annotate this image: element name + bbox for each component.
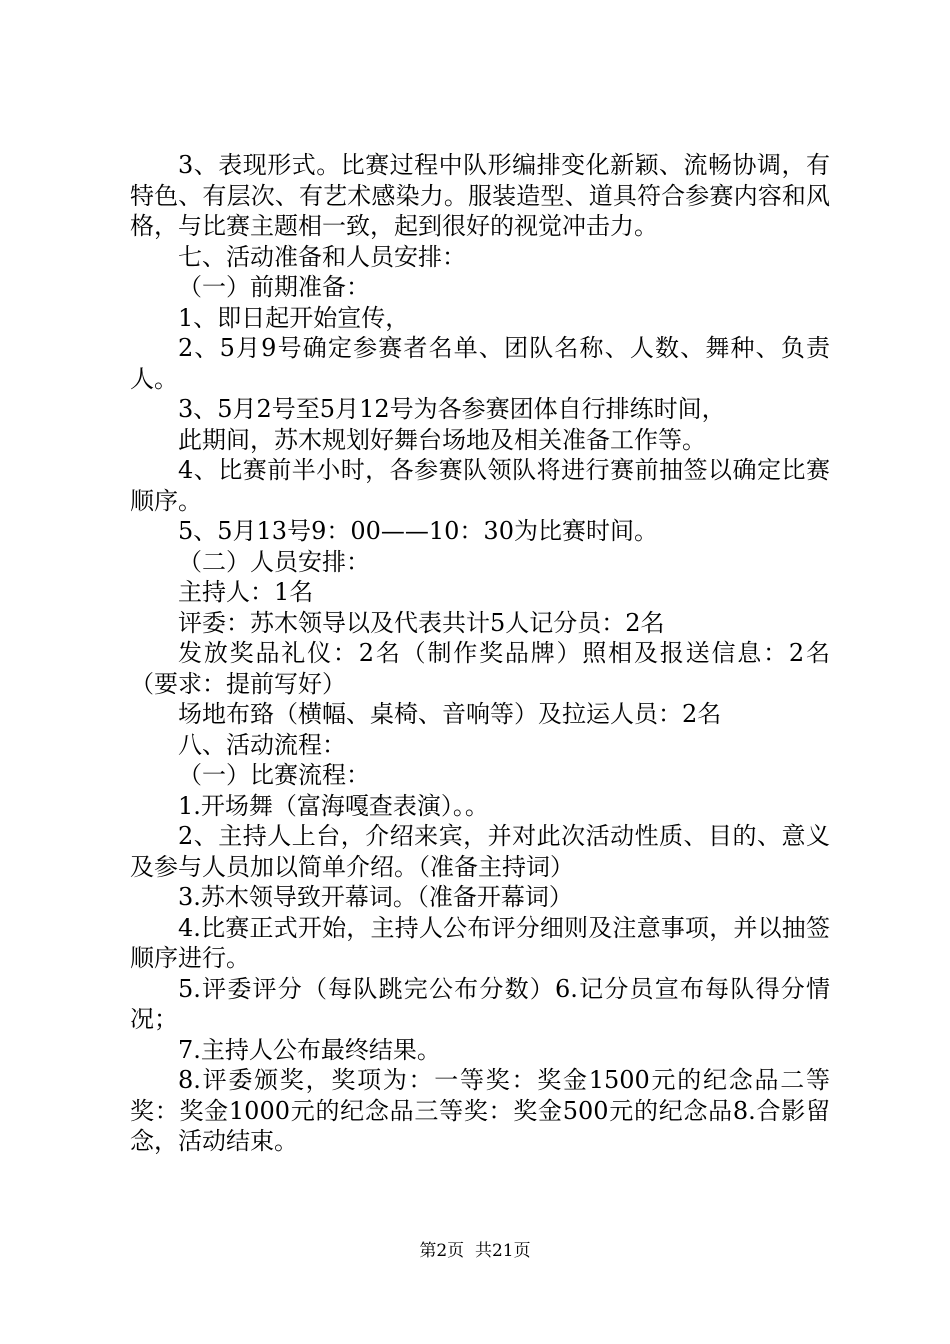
section-heading: 七、活动准备和人员安排： (178, 242, 466, 271)
paragraph: 主持人：1名 (178, 578, 314, 606)
subsection-heading: （一）前期准备： (178, 273, 370, 301)
paragraph: 8.评委颁奖，奖项为：一等奖：奖金1500元的纪念品二等奖：奖金1000元的纪念品三等奖：奖金500元的纪念品8.合影留念，活动结束。 (130, 1066, 830, 1155)
paragraph: 此期间，苏木规划好舞台场地及相关准备工作等。 (178, 425, 706, 454)
section-heading: 八、活动流程： (178, 730, 346, 759)
paragraph: 7.主持人公布最终结果。 (178, 1035, 441, 1064)
paragraph: 5、5月13号9：00——10：30为比赛时间。 (178, 517, 658, 545)
document-body (130, 150, 830, 1157)
subsection-heading: （二）人员安排： (178, 547, 370, 576)
page-number: 第2页 共21页 (419, 1241, 531, 1261)
paragraph: 场地布臵（横幅、桌椅、音响等）及拉运人员：2名 (178, 700, 722, 728)
paragraph: 1、即日起开始宣传， (178, 303, 410, 332)
paragraph: 发放奖品礼仪：2名（制作奖品牌）照相及报送信息：2名（要求：提前写好） (130, 639, 830, 698)
paragraph: 3、5月2号至5月12号为各参赛团体自行排练时间， (178, 395, 726, 423)
page-footer (0, 1240, 950, 1262)
paragraph: 1.开场舞（富海嘎查表演）。。 (178, 791, 489, 820)
paragraph: 2、5月9号确定参赛者名单、团队名称、人数、舞种、负责人。 (130, 334, 830, 393)
paragraph: 4.比赛正式开始，主持人公布评分细则及注意事项，并以抽签顺序进行。 (130, 913, 830, 972)
paragraph: 5.评委评分（每队跳完公布分数）6.记分员宣布每队得分情况； (130, 974, 830, 1033)
paragraph: 2、主持人上台，介绍来宾，并对此次活动性质、目的、意义及参与人员加以简单介绍。（准备主持词） (130, 822, 830, 881)
paragraph: 3.苏木领导致开幕词。（准备开幕词） (178, 883, 573, 911)
subsection-heading: （一）比赛流程： (178, 761, 370, 789)
paragraph: 3、表现形式。比赛过程中队形编排变化新颖、流畅协调，有特色、有层次、有艺术感染力。服装造型、道具符合参赛内容和风格，与比赛主题相一致，起到很好的视觉冲击力。 (130, 151, 830, 240)
paragraph: 4、比赛前半小时，各参赛队领队将进行赛前抽签以确定比赛顺序。 (130, 456, 830, 515)
paragraph: 评委：苏木领导以及代表共计5人记分员：2名 (178, 608, 665, 637)
